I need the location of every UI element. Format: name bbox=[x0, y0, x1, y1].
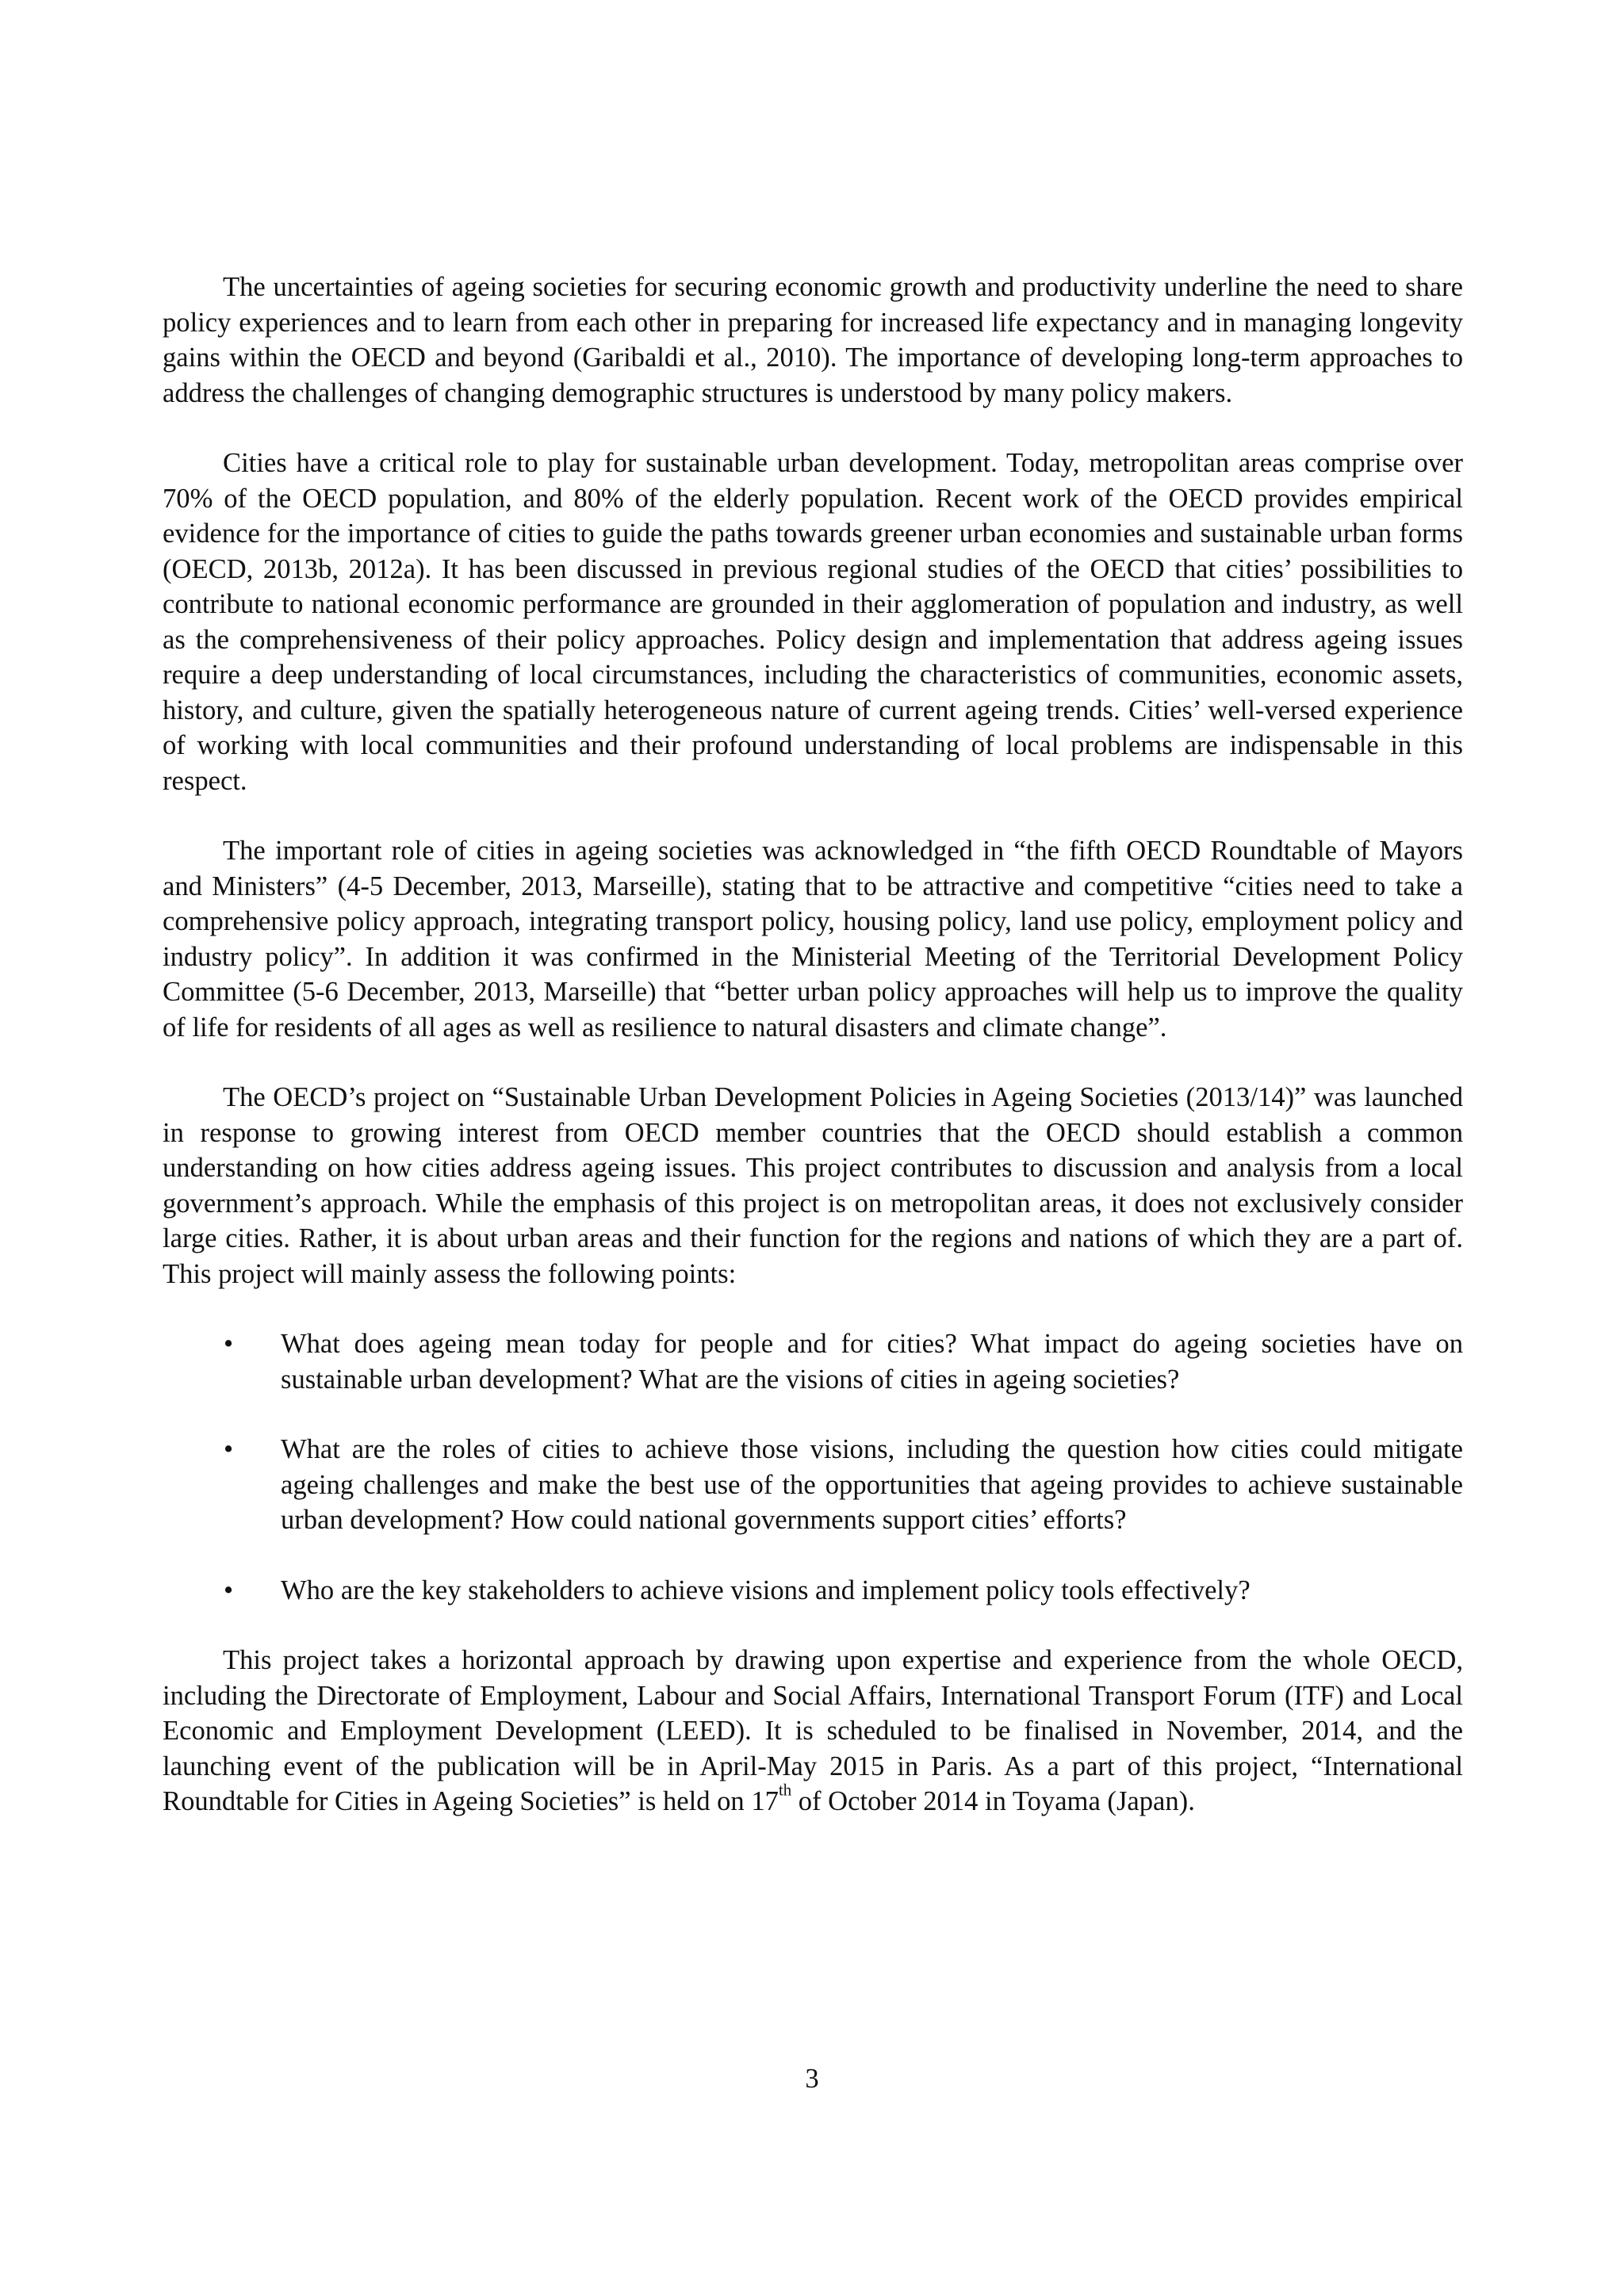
list-item bbox=[163, 1432, 1463, 1538]
paragraph-roundtable-mayors: The important role of cities in ageing societies was acknowledged in “the fifth OECD Roundtable of Mayors and Ministers” (4-5 December, 2013, Marseille), stating that to be attractive and competitive “cities need to take a comprehensive policy approach, integrating transport policy, housing policy, land use policy, employment policy and industry policy”. In addition it was confirmed in the Ministerial Meeting of the Territorial Development Policy Committee (5-6 December, 2013, Marseille) that “better urban policy approaches will help us to improve the quality of life for residents of all ages as well as resilience to natural disasters and climate change”. bbox=[163, 836, 1463, 1043]
document-body bbox=[163, 270, 1463, 1854]
paragraph-horizontal-approach bbox=[163, 1643, 1463, 1820]
list-item bbox=[163, 1573, 1463, 1609]
ordinal-superscript: th bbox=[778, 1781, 792, 1800]
list-item bbox=[163, 1326, 1463, 1397]
page-number: 3 bbox=[805, 2064, 819, 2094]
paragraph-cities-role: Cities have a critical role to play for sustainable urban development. Today, metropolitan areas comprise over 70% of the OECD population, and 80% of the elderly population. Recent work of the OECD provides empirical evidence for the importance of cities to guide the paths towards greener urban economies and sustainable urban forms (OECD, 2013b, 2012a). It has been discussed in previous regional studies of the OECD that cities’ possibilities to contribute to national economic performance are grounded in their agglomeration of population and industry, as well as the comprehensiveness of their policy approaches. Policy design and implementation that address ageing issues require a deep understanding of local circumstances, including the characteristics of communities, economic assets, history, and culture, given the spatially heterogeneous nature of current ageing trends. Cities’ well-versed experience of working with local communities and their profound understanding of local problems are indispensable in this respect. bbox=[163, 448, 1463, 796]
list-item-text: What does ageing mean today for people and for cities? What impact do ageing societies have on sustainable urban development? What are the visions of cities in ageing societies? bbox=[281, 1329, 1463, 1395]
final-paragraph-tail: of October 2014 in Toyama (Japan). bbox=[791, 1786, 1195, 1816]
final-paragraph-text: This project takes a horizontal approach by drawing upon expertise and experience from the whole OECD, including the Directorate of Employment, Labour and Social Affairs, International Transport Forum (ITF) and Local Economic and Employment Development (LEED). It is scheduled to be finalised in November, 2014, and the launching event of the publication will be in April-May 2015 in Paris. As a part of this project, “International Roundtable for Cities in Ageing Societies” is held on 17 bbox=[163, 1645, 1463, 1816]
assessment-points-list bbox=[163, 1326, 1463, 1608]
bullet-icon: • bbox=[224, 1434, 234, 1464]
bullet-icon: • bbox=[224, 1575, 234, 1605]
list-item-text: What are the roles of cities to achieve those visions, including the question how cities could mitigate ageing challenges and make the best use of the opportunities that ageing provides to achieve sustainable urban development? How could national governments support cities’ efforts? bbox=[281, 1434, 1463, 1535]
paragraph-oecd-project: The OECD’s project on “Sustainable Urban Development Policies in Ageing Societies (2013/14)” was launched in response to growing interest from OECD member countries that the OECD should establish a common understanding on how cities address ageing issues. This project contributes to discussion and analysis from a local government’s approach. While the emphasis of this project is on metropolitan areas, it does not exclusively consider large cities. Rather, it is about urban areas and their function for the regions and nations of which they are a part of. This project will mainly assess the following points: bbox=[163, 1082, 1463, 1289]
list-item-text: Who are the key stakeholders to achieve visions and implement policy tools effectively? bbox=[281, 1575, 1251, 1605]
paragraph-ageing-uncertainties: The uncertainties of ageing societies for securing economic growth and productivity underline the need to share policy experiences and to learn from each other in preparing for increased life expectancy and in managing longevity gains within the OECD and beyond (Garibaldi et al., 2010). The importance of developing long-term approaches to address the challenges of changing demographic structures is understood by many policy makers. bbox=[163, 272, 1463, 408]
bullet-icon: • bbox=[224, 1329, 234, 1359]
